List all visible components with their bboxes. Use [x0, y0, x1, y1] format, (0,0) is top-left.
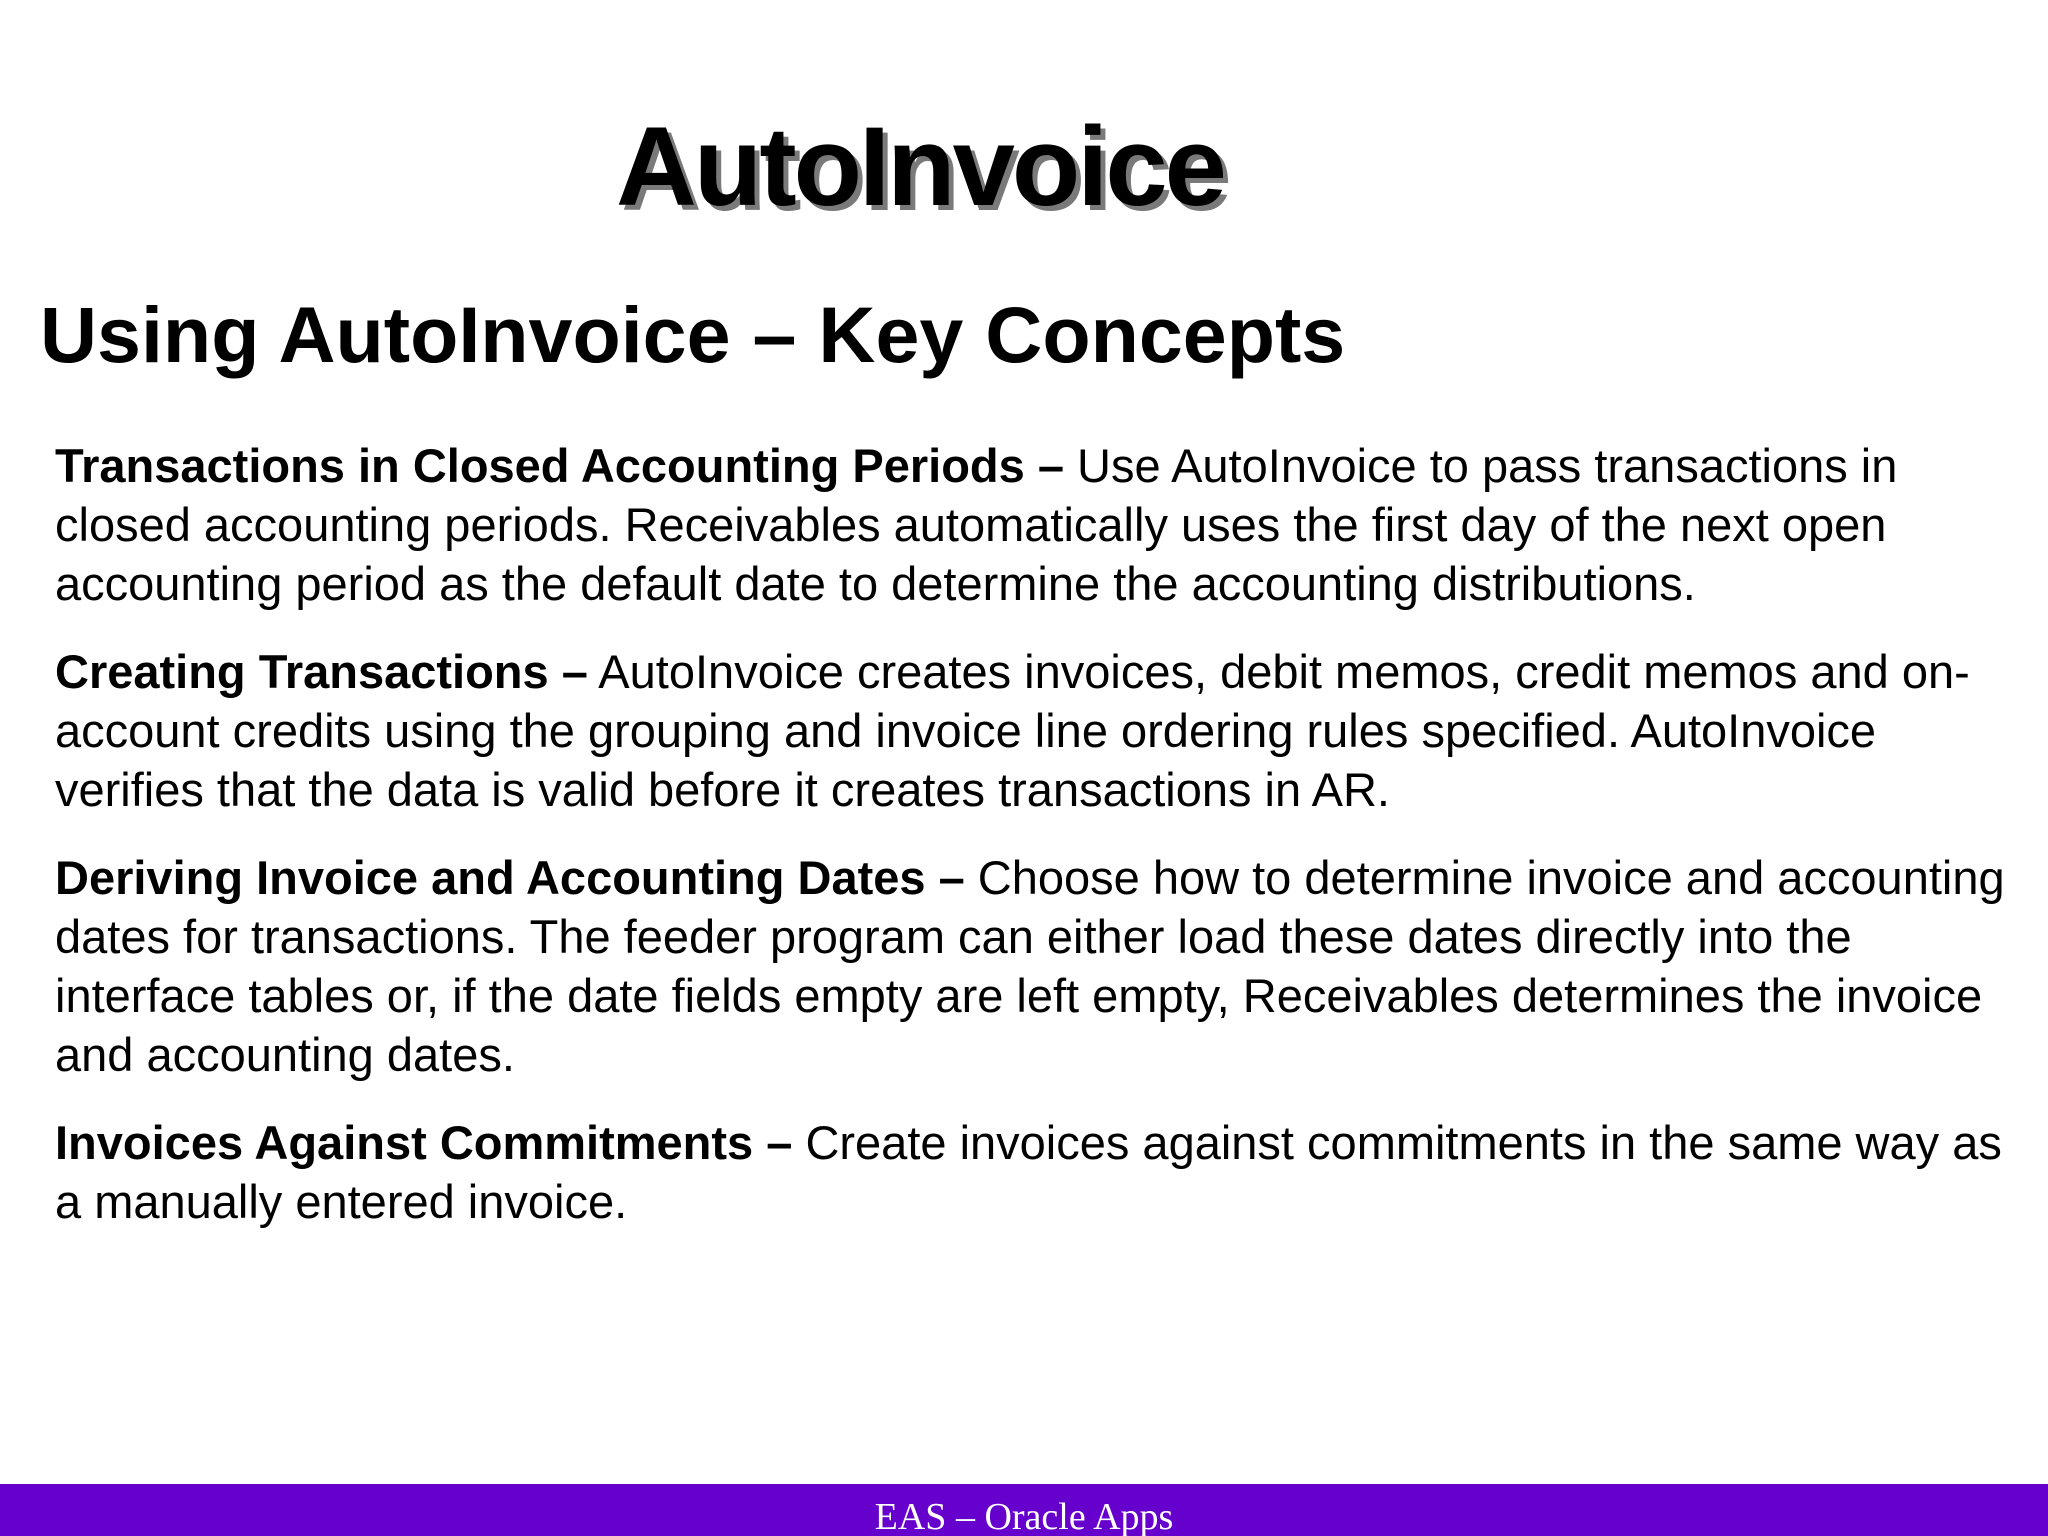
paragraph-term: Invoices Against Commitments –: [55, 1116, 793, 1169]
paragraph-text: AutoInvoice creates invoices, debit memos, credit memos and on-account credits using the grouping and invoice line ordering rules specified. AutoInvoice verifies that the data is valid before it creates transactions in AR.: [55, 645, 1970, 816]
footer-bar: [0, 1484, 2048, 1536]
paragraph-deriving-dates: [55, 848, 2015, 1084]
paragraph-term: Deriving Invoice and Accounting Dates –: [55, 851, 965, 904]
paragraph-term: Transactions in Closed Accounting Periods –: [55, 439, 1064, 492]
slide-title: AutoInvoice: [616, 104, 1224, 229]
section-heading: Using AutoInvoice – Key Concepts: [40, 290, 1346, 379]
paragraph-text: Create invoices against commitments in the same way as a manually entered invoice.: [55, 1116, 2002, 1228]
paragraph-text: Choose how to determine invoice and accounting dates for transactions. The feeder program can either load these dates directly into the interface tables or, if the date fields empty are left empty, Receivables determines the invoice and accounting dates.: [55, 851, 2005, 1081]
paragraph-closed-periods: [55, 436, 2015, 613]
content-body: [55, 436, 2015, 1260]
paragraph-commitments: [55, 1113, 2015, 1231]
footer-label: EAS – Oracle Apps: [874, 1496, 1174, 1536]
paragraph-term: Creating Transactions –: [55, 645, 588, 698]
paragraph-creating-transactions: [55, 642, 2015, 819]
paragraph-text: Use AutoInvoice to pass transactions in closed accounting periods. Receivables automatically uses the first day of the next open accounting period as the default date to determine the accounting distributions.: [55, 439, 1898, 610]
